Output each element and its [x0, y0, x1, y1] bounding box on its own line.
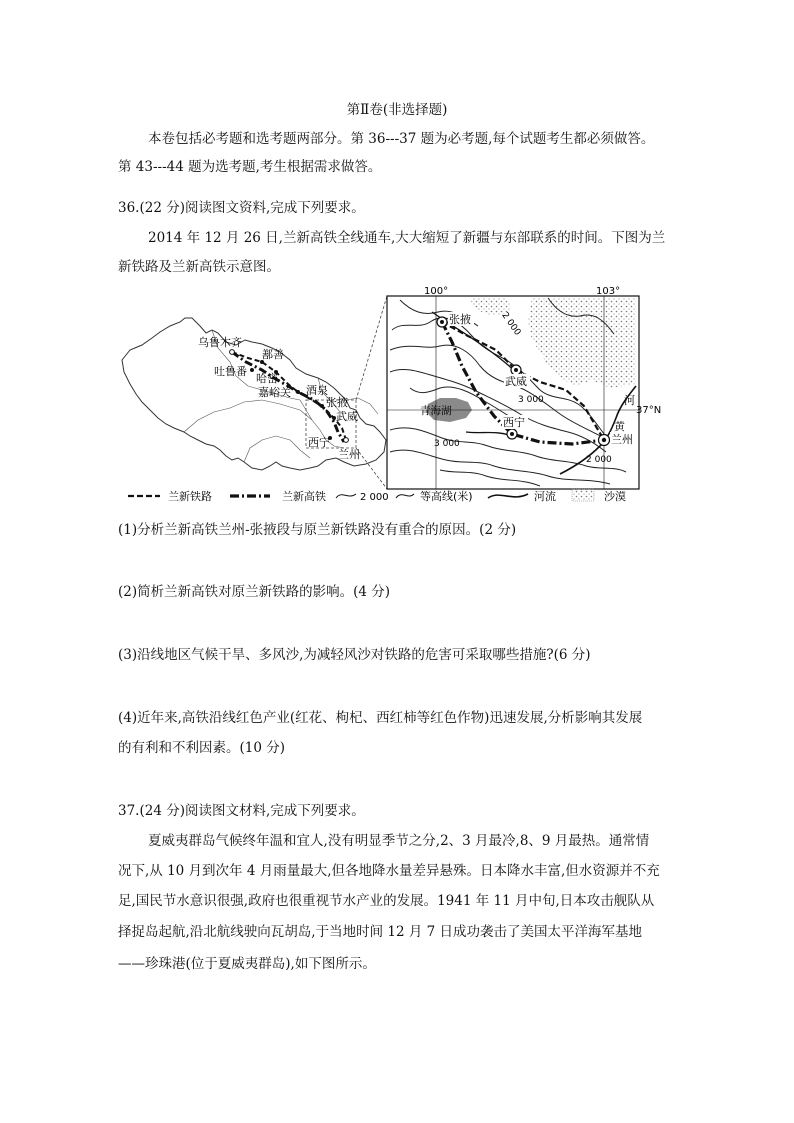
label-jiuquan: 酒泉 — [306, 384, 328, 397]
legend-desert: 沙漠 — [604, 490, 626, 503]
q37-paragraph-line-4: 择捉岛起航,沿北航线驶向瓦胡岛,于当地时间 12 月 7 日成功袭击了美国太平洋海军基地 — [118, 924, 643, 940]
intro-line-2: 第 43---44 题为选考题,考生根据需求做答。 — [118, 159, 382, 175]
label-jiayuguan: 嘉峪关 — [258, 386, 291, 399]
label-urumqi: 乌鲁木齐 — [198, 336, 242, 349]
city-dot-zhangye — [320, 404, 324, 408]
inset-connector — [356, 296, 387, 400]
right-detail-map — [387, 286, 661, 489]
left-overview-map — [122, 296, 387, 489]
label-contour-3000-west: 3 000 — [434, 439, 460, 449]
province-border — [244, 436, 310, 462]
label-turpan: 吐鲁番 — [214, 365, 247, 378]
q36-paragraph-line-1: 2014 年 12 月 26 日,兰新高铁全线通车,大大缩短了新疆与东部联系的时间。下图为兰 — [148, 230, 666, 246]
label-river-huang: 黄 — [614, 420, 625, 433]
q36-sub-question-4-line-2: 的有利和不利因素。(10 分) — [118, 740, 286, 756]
q36-paragraph-line-2: 新铁路及兰新高铁示意图。 — [118, 259, 280, 275]
label-zhangye: 张掖 — [449, 313, 471, 326]
q36-sub-question-3: (3)沿线地区气候干旱、多风沙,为减轻风沙对铁路的危害可采取哪些措施?(6 分) — [118, 647, 591, 663]
label-hami: 哈密 — [256, 372, 278, 385]
label-latitude-37: 37°N — [636, 405, 662, 416]
legend-high-speed: 兰新高铁 — [282, 490, 326, 503]
label-contour-2000-north: 2 000 — [499, 310, 523, 338]
q37-paragraph-line-5: ——珍珠港(位于夏威夷群岛),如下图所示。 — [118, 956, 376, 972]
city-dot-turpan — [250, 368, 254, 372]
section-title: 第Ⅱ卷(非选择题) — [346, 102, 448, 118]
legend-river: 河流 — [534, 490, 556, 503]
legend-old-railway: 兰新铁路 — [168, 490, 212, 503]
label-xining: 西宁 — [308, 436, 330, 449]
railway-map-figure — [118, 286, 662, 508]
province-border — [184, 400, 312, 432]
label-qinghai-lake: 青海湖 — [420, 405, 452, 417]
label-lanzhou: 兰州 — [338, 448, 360, 461]
city-dot-urumqi — [230, 350, 235, 355]
label-shanshan: 鄯善 — [262, 348, 284, 361]
label-wuwei: 武威 — [505, 375, 527, 388]
label-xining: 西宁 — [503, 416, 525, 429]
q36-sub-question-2: (2)简析兰新高铁对原兰新铁路的影响。(4 分) — [118, 584, 391, 600]
q36-sub-question-1: (1)分析兰新高铁兰州-张掖段与原兰新铁路没有重合的原因。(2 分) — [118, 522, 517, 538]
label-zhangye: 张掖 — [326, 396, 348, 409]
intro-line-1: 本卷包括必考题和选考题两部分。第 36---37 题为必考题,每个试题考生都必须做答。 — [148, 131, 655, 147]
legend-contour: 等高线(米) — [420, 490, 473, 503]
label-lanzhou: 兰州 — [611, 433, 633, 446]
q37-paragraph-line-3: 足,国民节水意识很强,政府也很重视节水产业的发展。1941 年 11 月中旬,日本攻击舰队从 — [118, 893, 655, 909]
q37-paragraph-line-2: 况下,从 10 月到次年 4 月雨量最大,但各地降水量差异悬殊。日本降水丰富,但水资源并不充 — [118, 863, 660, 879]
label-longitude-103: 103° — [596, 286, 621, 297]
label-contour-2000-south: 2 000 — [586, 455, 612, 465]
legend-contour-value: 2 000 — [360, 492, 389, 503]
label-river-he: 河 — [624, 394, 635, 407]
q37-header: 37.(24 分)阅读图文材料,完成下列要求。 — [118, 803, 365, 819]
city-dot-jiuquan — [296, 390, 300, 394]
q36-sub-question-4-line-1: (4)近年来,高铁沿线红色产业(红花、枸杞、西红柿等红色作物)迅速发展,分析影响其发展 — [118, 710, 643, 726]
label-longitude-100: 100° — [424, 286, 449, 297]
label-contour-3000-east: 3 000 — [518, 395, 544, 405]
city-dot-lanzhou — [344, 438, 349, 443]
q36-header: 36.(22 分)阅读图文资料,完成下列要求。 — [118, 200, 365, 216]
label-wuwei: 武威 — [336, 410, 358, 423]
map-legend — [128, 489, 626, 503]
q37-paragraph-line-1: 夏威夷群岛气候终年温和宜人,没有明显季节之分,2、3 月最冷,8、9 月最热。通常情 — [148, 833, 650, 849]
